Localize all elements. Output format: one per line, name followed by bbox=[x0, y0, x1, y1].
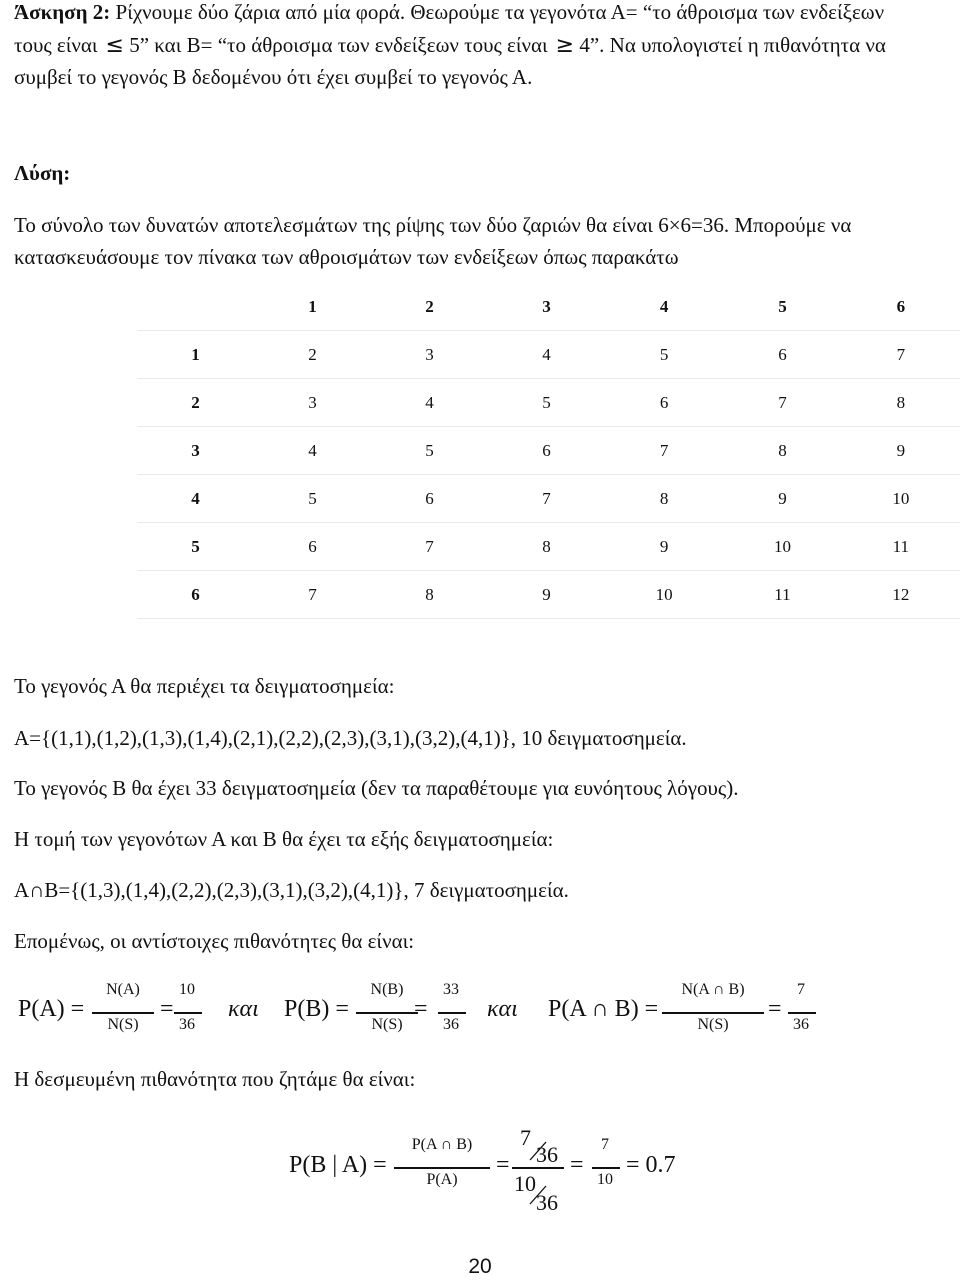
table-row bbox=[137, 379, 960, 427]
table-row-label: 2 bbox=[137, 379, 254, 427]
formula-pa-num: N(A) bbox=[106, 981, 140, 998]
event-b-text: Το γεγονός Β θα έχει 33 δειγματοσημεία (δεν τα παραθέτουμε για ευνόητους λόγους). bbox=[14, 776, 739, 800]
event-a-set: A={(1,1),(1,2),(1,3),(1,4),(2,1),(2,2),(2,3),(3,1),(3,2),(4,1)}, 10 δειγματοσημεία. bbox=[14, 726, 687, 750]
table-row bbox=[137, 427, 960, 475]
fraction-bar bbox=[512, 1167, 564, 1169]
big-num-bot: 36 bbox=[536, 1142, 558, 1167]
table-row bbox=[137, 571, 960, 619]
formula-pab-num: N(A ∩ B) bbox=[681, 981, 745, 998]
table-row-label: 6 bbox=[137, 571, 254, 619]
formula-pa-den: N(S) bbox=[107, 1016, 139, 1033]
table-row bbox=[137, 475, 960, 523]
table-cell: 7 bbox=[605, 427, 723, 475]
geq-symbol: ≥ bbox=[555, 33, 575, 58]
equals-sign: = bbox=[496, 1152, 510, 1178]
table-cell: 7 bbox=[488, 475, 605, 523]
fraction-bar bbox=[438, 1012, 466, 1014]
fraction-bar bbox=[394, 1167, 490, 1169]
table-cell: 10 bbox=[842, 475, 960, 523]
exercise-text-2a: τους είναι bbox=[14, 33, 98, 57]
table-header-row bbox=[137, 283, 960, 331]
intersection-set: A∩B={(1,3),(1,4),(2,2),(2,3),(3,1),(3,2),(4,1)}, 7 δειγματοσημεία. bbox=[14, 878, 569, 902]
table-cell: 3 bbox=[254, 379, 371, 427]
table-cell: 7 bbox=[371, 523, 488, 571]
table-header-cell: 2 bbox=[371, 283, 488, 331]
equals-sign: = bbox=[570, 1152, 584, 1178]
formula-pab-val-den: 36 bbox=[793, 1016, 809, 1033]
formula-pab-lhs: P(A ∩ B) = bbox=[548, 996, 659, 1022]
table-cell: 4 bbox=[488, 331, 605, 379]
exercise-text-1: Ρίχνουμε δύο ζάρια από μία φορά. Θεωρούμε τα γεγονότα Α= “το άθροισμα των ενδείξεων bbox=[115, 0, 885, 24]
table-cell: 6 bbox=[488, 427, 605, 475]
fraction-bar bbox=[356, 1012, 418, 1014]
table-cell: 11 bbox=[842, 523, 960, 571]
fraction-bar bbox=[662, 1012, 764, 1014]
table-header-cell: 1 bbox=[254, 283, 371, 331]
cond-simpl-num: 7 bbox=[601, 1136, 609, 1153]
table-cell: 7 bbox=[723, 379, 841, 427]
formula-pb-lhs: P(B) = bbox=[284, 996, 349, 1022]
table-cell: 8 bbox=[488, 523, 605, 571]
table-header-cell: 4 bbox=[605, 283, 723, 331]
table-cell: 6 bbox=[605, 379, 723, 427]
table-cell: 8 bbox=[605, 475, 723, 523]
solution-line-2: κατασκευάσουμε τον πίνακα των αθροισμάτων των ενδείξεων όπως παρακάτω bbox=[14, 245, 679, 269]
table-cell: 5 bbox=[605, 331, 723, 379]
table-cell: 6 bbox=[371, 475, 488, 523]
table-cell: 5 bbox=[371, 427, 488, 475]
probabilities-intro: Επομένως, οι αντίστοιχες πιθανότητες θα είναι: bbox=[14, 929, 415, 953]
table-cell: 2 bbox=[254, 331, 371, 379]
fraction-bar bbox=[92, 1012, 154, 1014]
exercise-line-1 bbox=[14, 2, 884, 23]
fraction-bar bbox=[788, 1012, 816, 1014]
table-cell: 6 bbox=[254, 523, 371, 571]
formula-pa-lhs: P(A) = bbox=[18, 996, 85, 1022]
big-num-top: 7 bbox=[520, 1125, 531, 1150]
formula-pa-val-den: 36 bbox=[179, 1016, 195, 1033]
exercise-text-2b: 5” και Β= “το άθροισμα των ενδείξεων τους είναι bbox=[129, 33, 548, 57]
table-row bbox=[137, 331, 960, 379]
formula-cond-num: P(A ∩ B) bbox=[411, 1136, 473, 1153]
solution-heading: Λύση: bbox=[14, 161, 71, 185]
fraction-bar bbox=[174, 1012, 202, 1014]
exercise-line-2 bbox=[14, 35, 886, 57]
exercise-title: Άσκηση 2: bbox=[14, 0, 111, 24]
cond-simpl-den: 10 bbox=[597, 1171, 613, 1188]
table-cell: 4 bbox=[254, 427, 371, 475]
exercise-text-2c: 4”. Να υπολογιστεί η πιθανότητα να bbox=[579, 33, 886, 57]
formula-pb-den: N(S) bbox=[371, 1016, 403, 1033]
table-cell: 9 bbox=[842, 427, 960, 475]
cond-result: = 0.7 bbox=[626, 1152, 676, 1178]
table-cell: 3 bbox=[371, 331, 488, 379]
big-den-top: 10 bbox=[514, 1171, 536, 1196]
leq-symbol: ≤ bbox=[105, 33, 124, 58]
formula-pab-den: N(S) bbox=[697, 1016, 729, 1033]
table-row bbox=[137, 523, 960, 571]
table-cell: 9 bbox=[488, 571, 605, 619]
page-number: 20 bbox=[468, 1255, 492, 1278]
formula-pb-val-den: 36 bbox=[443, 1016, 459, 1033]
solution-line-1: Το σύνολο των δυνατών αποτελεσμάτων της ρίψης των δύο ζαριών θα είναι 6×6=36. Μπορούμε να bbox=[14, 213, 852, 237]
intersection-intro: Η τομή των γεγονότων Α και Β θα έχει τα εξής δειγματοσημεία: bbox=[14, 827, 554, 851]
table-cell: 4 bbox=[371, 379, 488, 427]
table-cell: 6 bbox=[723, 331, 841, 379]
table-cell: 10 bbox=[605, 571, 723, 619]
table-header-cell: 3 bbox=[488, 283, 605, 331]
kai-word: και bbox=[487, 996, 518, 1022]
conditional-intro: Η δεσμευμένη πιθανότητα που ζητάμε θα είναι: bbox=[14, 1067, 416, 1091]
table-cell: 12 bbox=[842, 571, 960, 619]
formula-pab-val-num: 7 bbox=[797, 981, 805, 998]
formula-cond-lhs: P(B | A) = bbox=[289, 1152, 387, 1178]
formula-pa-val-num: 10 bbox=[179, 981, 195, 998]
table-cell: 5 bbox=[488, 379, 605, 427]
table-cell: 11 bbox=[723, 571, 841, 619]
event-a-intro: Το γεγονός Α θα περιέχει τα δειγματοσημεία: bbox=[14, 674, 395, 698]
sum-table bbox=[137, 283, 960, 619]
exercise-line-3: συμβεί το γεγονός Β δεδομένου ότι έχει συμβεί το γεγονός Α. bbox=[14, 65, 533, 89]
table-cell: 8 bbox=[842, 379, 960, 427]
table-cell: 7 bbox=[842, 331, 960, 379]
table-cell: 8 bbox=[371, 571, 488, 619]
table-corner bbox=[137, 283, 254, 331]
table-header-cell: 6 bbox=[842, 283, 960, 331]
table-row-label: 5 bbox=[137, 523, 254, 571]
table-cell: 8 bbox=[723, 427, 841, 475]
formula-pb-val-num: 33 bbox=[443, 981, 459, 998]
table-cell: 5 bbox=[254, 475, 371, 523]
table-cell: 7 bbox=[254, 571, 371, 619]
table-cell: 9 bbox=[723, 475, 841, 523]
equals-sign: = bbox=[768, 996, 782, 1022]
table-row-label: 1 bbox=[137, 331, 254, 379]
fraction-bar bbox=[592, 1167, 620, 1169]
equals-sign: = bbox=[160, 996, 174, 1022]
formula-cond-den: P(A) bbox=[426, 1171, 458, 1188]
table-cell: 10 bbox=[723, 523, 841, 571]
big-den-bot: 36 bbox=[536, 1190, 558, 1215]
table-row-label: 4 bbox=[137, 475, 254, 523]
table-row-label: 3 bbox=[137, 427, 254, 475]
formula-pb-num: N(B) bbox=[370, 981, 404, 998]
table-header-cell: 5 bbox=[723, 283, 841, 331]
equals-sign: = bbox=[414, 996, 428, 1022]
table-cell: 9 bbox=[605, 523, 723, 571]
kai-word: και bbox=[228, 996, 259, 1022]
